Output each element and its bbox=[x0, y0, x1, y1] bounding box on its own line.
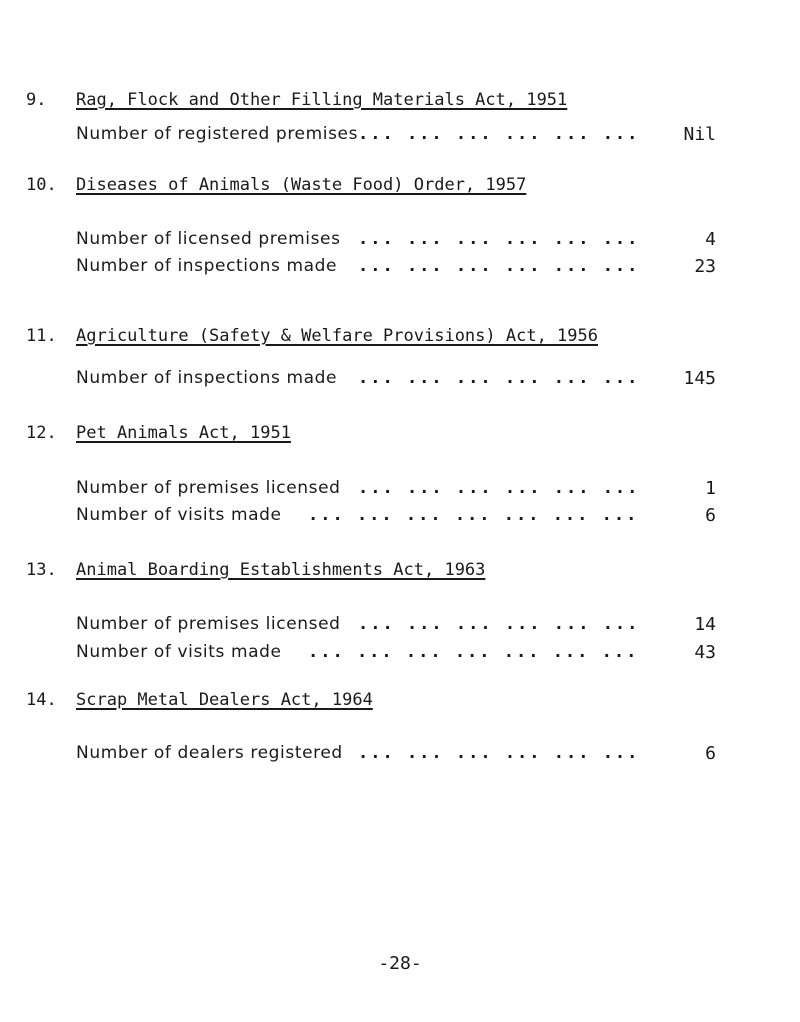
row-leader-dots: ... ... ... ... ... ... ... bbox=[308, 505, 639, 525]
section-title: Pet Animals Act, 1951 bbox=[76, 423, 291, 443]
table-row bbox=[76, 614, 716, 638]
row-label: Number of registered premises bbox=[76, 124, 359, 144]
section-title: Animal Boarding Establishments Act, 1963 bbox=[76, 560, 486, 580]
section-title: Rag, Flock and Other Filling Materials Act, 1951 bbox=[76, 90, 568, 110]
row-label: Number of visits made bbox=[76, 642, 282, 662]
table-row bbox=[76, 505, 716, 529]
row-leader-dots: ... ... ... ... ... ... bbox=[358, 256, 640, 276]
table-row bbox=[76, 743, 716, 767]
row-label: Number of premises licensed bbox=[76, 478, 341, 498]
row-label: Number of dealers registered bbox=[76, 743, 343, 763]
row-value: 43 bbox=[694, 642, 716, 663]
row-value: Nil bbox=[683, 124, 716, 145]
row-label: Number of inspections made bbox=[76, 256, 338, 276]
row-label: Number of premises licensed bbox=[76, 614, 341, 634]
section-title: Diseases of Animals (Waste Food) Order, 1957 bbox=[76, 175, 527, 195]
row-leader-dots: ... ... ... ... ... ... bbox=[358, 478, 640, 498]
row-leader-dots: ... ... ... ... ... ... bbox=[358, 368, 640, 388]
row-value: 6 bbox=[705, 505, 716, 526]
row-leader-dots: ... ... ... ... ... ... bbox=[358, 614, 640, 634]
row-label: Number of inspections made bbox=[76, 368, 338, 388]
row-value: 1 bbox=[705, 478, 716, 499]
section-number: 9. bbox=[26, 90, 47, 110]
row-leader-dots: ... ... ... ... ... ... ... bbox=[308, 642, 639, 662]
row-value: 14 bbox=[694, 614, 716, 635]
table-row bbox=[76, 229, 716, 253]
section-number: 13. bbox=[26, 560, 57, 580]
section-title: Scrap Metal Dealers Act, 1964 bbox=[76, 690, 373, 710]
row-value: 4 bbox=[705, 229, 716, 250]
table-row bbox=[76, 124, 716, 148]
row-label: Number of licensed premises bbox=[76, 229, 341, 249]
row-value: 145 bbox=[683, 368, 716, 389]
section-number: 12. bbox=[26, 423, 57, 443]
section-number: 14. bbox=[26, 690, 57, 710]
section-number: 10. bbox=[26, 175, 57, 195]
row-value: 23 bbox=[694, 256, 716, 277]
table-row bbox=[76, 642, 716, 666]
table-row bbox=[76, 368, 716, 392]
table-row bbox=[76, 478, 716, 502]
table-row bbox=[76, 256, 716, 280]
page-number: -28- bbox=[378, 953, 422, 974]
row-leader-dots: ... ... ... ... ... ... bbox=[358, 229, 640, 249]
section-title: Agriculture (Safety & Welfare Provisions) Act, 1956 bbox=[76, 326, 598, 346]
section-number: 11. bbox=[26, 326, 57, 346]
row-value: 6 bbox=[705, 743, 716, 764]
row-label: Number of visits made bbox=[76, 505, 282, 525]
row-leader-dots: ... ... ... ... ... ... bbox=[358, 743, 640, 763]
row-leader-dots: ... ... ... ... ... ... bbox=[358, 124, 640, 144]
